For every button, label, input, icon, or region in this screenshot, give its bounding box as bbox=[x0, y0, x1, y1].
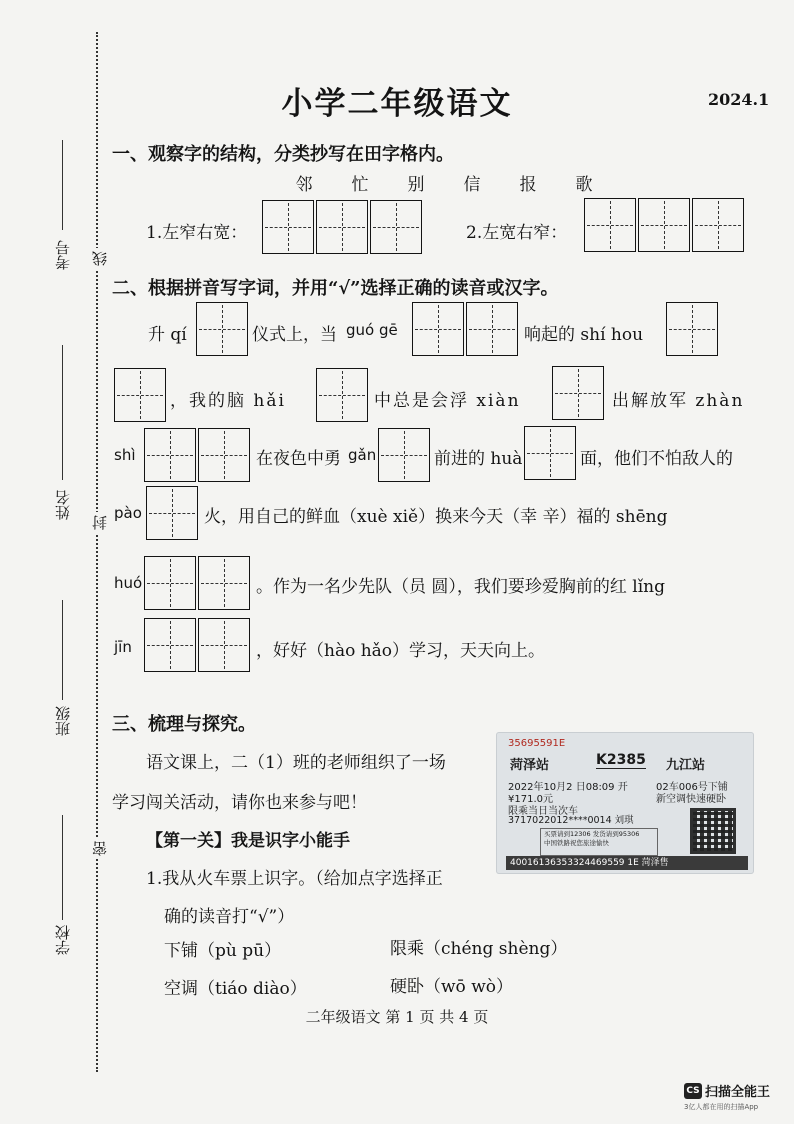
q2-label: 2.左宽右窄： bbox=[466, 223, 568, 243]
ticket-bottom-code: 40016136353324469559 1E 菏泽售 bbox=[506, 856, 748, 870]
ticket-notice-box bbox=[540, 828, 658, 856]
school-line bbox=[62, 815, 63, 920]
writing-box[interactable] bbox=[584, 198, 636, 252]
exam-no-label: 考号 bbox=[54, 240, 72, 270]
r3-text-e: 面，他们不怕敌人的 bbox=[580, 449, 733, 469]
page-title: 小学二年级语文 bbox=[281, 86, 513, 122]
exam-no-line bbox=[62, 140, 63, 230]
cs-logo-icon: CS bbox=[684, 1083, 702, 1099]
writing-box[interactable] bbox=[378, 428, 430, 482]
r5-text-a: huó bbox=[114, 574, 143, 592]
school-label: 学校 bbox=[54, 925, 72, 955]
writing-box[interactable] bbox=[262, 200, 314, 254]
writing-box[interactable] bbox=[144, 556, 196, 610]
ticket-passenger: 3717022012****0014 刘琪 bbox=[508, 815, 634, 826]
r6-text-b: ，好好（hào hǎo）学习，天天向上。 bbox=[256, 641, 546, 661]
ticket-train: K2385 bbox=[596, 752, 646, 768]
r6-text-a: jīn bbox=[114, 638, 132, 656]
section3-intro2: 学习闯关活动，请你也来参与吧！ bbox=[112, 793, 367, 813]
seal-char-secret: 密 bbox=[89, 838, 110, 859]
option-yingwo[interactable]: 硬卧（wō wò） bbox=[390, 977, 513, 997]
r2-text-b: 中总是会浮 xiàn bbox=[374, 391, 521, 411]
watermark-app-name: 扫描全能王 bbox=[705, 1085, 771, 1100]
ticket-to: 九江站 bbox=[666, 758, 706, 773]
char-item: 邻 bbox=[295, 175, 313, 195]
ticket-from: 菏泽站 bbox=[510, 758, 550, 773]
q1-text-b: 确的读音打“√”） bbox=[164, 907, 295, 927]
writing-box[interactable] bbox=[466, 302, 518, 356]
section3-heading: 三、梳理与探究。 bbox=[112, 714, 256, 735]
writing-box[interactable] bbox=[666, 302, 718, 356]
q2-grid bbox=[584, 198, 746, 252]
ticket-price: ¥171.0元 bbox=[508, 794, 553, 805]
section1-heading: 一、观察字的结构，分类抄写在田字格内。 bbox=[112, 144, 454, 165]
ticket-date: 2022年10月2 日08:09 开 bbox=[508, 782, 628, 793]
exam-date: 2024.1 bbox=[708, 90, 770, 109]
writing-box[interactable] bbox=[552, 366, 604, 420]
writing-box[interactable] bbox=[144, 618, 196, 672]
r5-text-b: 。作为一名少先队（员 圆），我们要珍爱胸前的红 lǐng bbox=[256, 577, 666, 597]
binding-dotted-line bbox=[96, 32, 98, 1072]
writing-box[interactable] bbox=[114, 368, 166, 422]
q1-grid bbox=[262, 200, 424, 254]
writing-box[interactable] bbox=[316, 368, 368, 422]
q1-label: 1.左窄右宽： bbox=[146, 223, 248, 243]
r4-text-a: pào bbox=[114, 504, 142, 522]
writing-box[interactable] bbox=[198, 556, 250, 610]
section3-intro1: 语文课上，二（1）班的老师组织了一场 bbox=[146, 753, 446, 773]
r3-text-c: gǎn bbox=[348, 446, 377, 464]
writing-box[interactable] bbox=[638, 198, 690, 252]
ticket-notice-line1: 买票请到12306 发货请到95306 bbox=[544, 830, 640, 838]
option-xiapu[interactable]: 下铺（pù pū） bbox=[164, 941, 282, 961]
writing-box[interactable] bbox=[692, 198, 744, 252]
writing-box[interactable] bbox=[412, 302, 464, 356]
char-item: 报 bbox=[519, 175, 537, 195]
seal-char-line: 线 bbox=[89, 248, 110, 269]
writing-box[interactable] bbox=[316, 200, 368, 254]
r2-text-c: 出解放军 zhàn bbox=[612, 391, 745, 411]
class-label: 班级 bbox=[54, 706, 72, 736]
seal-char-seal: 封 bbox=[89, 512, 110, 533]
option-xiancheng[interactable]: 限乘（chéng shèng） bbox=[390, 939, 568, 959]
level1-heading: 【第一关】我是识字小能手 bbox=[146, 831, 350, 851]
ticket-notice-line2: 中国铁路祝您旅途愉快 bbox=[544, 839, 609, 847]
writing-box[interactable] bbox=[524, 426, 576, 480]
writing-box[interactable] bbox=[196, 302, 248, 356]
writing-box[interactable] bbox=[198, 428, 250, 482]
r3-text-d: 前进的 huà bbox=[434, 449, 523, 469]
writing-box[interactable] bbox=[198, 618, 250, 672]
name-label: 姓名 bbox=[54, 490, 72, 520]
r3-text-b: 在夜色中勇 bbox=[256, 449, 341, 469]
ticket-serial: 35695591E bbox=[508, 738, 566, 749]
watermark-subtitle: 3亿人都在用的扫描App bbox=[684, 1103, 759, 1111]
class-line bbox=[62, 600, 63, 700]
ticket-seat: 02车006号下铺 bbox=[656, 782, 728, 793]
option-kongtiao[interactable]: 空调（tiáo diào） bbox=[164, 979, 307, 999]
ticket-type: 新空调快速硬卧 bbox=[656, 794, 726, 805]
q1-text-a: 1.我从火车票上识字。（给加点字选择正 bbox=[146, 869, 443, 889]
r4-text-b: 火，用自己的鲜血（xuè xiě）换来今天（幸 辛）福的 shēng bbox=[204, 507, 668, 527]
section2-heading: 二、根据拼音写字词，并用“√”选择正确的读音或汉字。 bbox=[112, 278, 559, 299]
char-item: 信 bbox=[463, 175, 481, 195]
r3-text-a: shì bbox=[114, 446, 136, 464]
ticket-note: 限乘当日当次车 bbox=[508, 806, 578, 817]
r1-text-b: 仪式上，当 bbox=[252, 325, 337, 345]
char-item: 忙 bbox=[351, 175, 369, 195]
section1-chars bbox=[276, 170, 612, 195]
writing-box[interactable] bbox=[146, 486, 198, 540]
r2-text-a: ，我的脑 hǎi bbox=[170, 391, 286, 411]
char-item: 歌 bbox=[575, 175, 593, 195]
char-item: 别 bbox=[407, 175, 425, 195]
r1-text-a: 升 qí bbox=[148, 325, 187, 345]
page-footer: 二年级语文 第 1 页 共 4 页 bbox=[305, 1008, 489, 1026]
scanner-watermark bbox=[684, 1080, 770, 1112]
writing-box[interactable] bbox=[370, 200, 422, 254]
r1-text-c: guó gē bbox=[346, 321, 398, 339]
train-ticket bbox=[496, 732, 754, 874]
writing-box[interactable] bbox=[144, 428, 196, 482]
r1-text-d: 响起的 shí hou bbox=[524, 325, 644, 345]
name-line bbox=[62, 345, 63, 480]
qr-code-icon bbox=[690, 808, 736, 854]
